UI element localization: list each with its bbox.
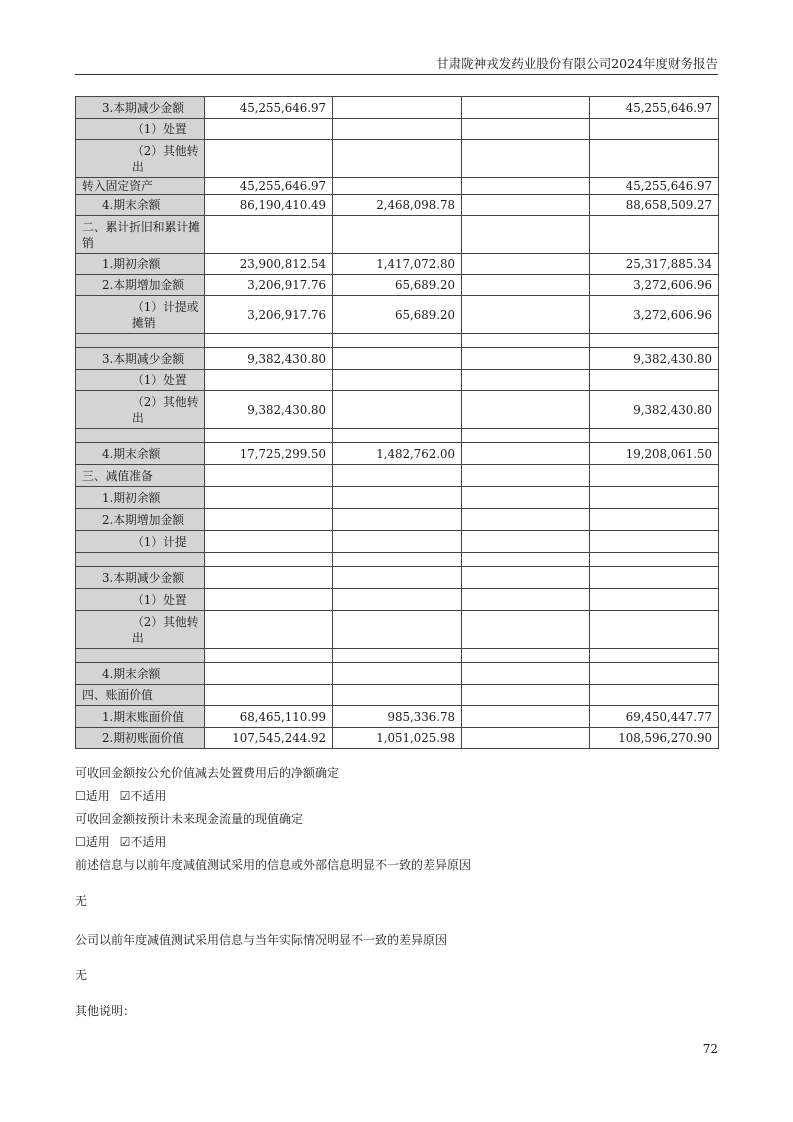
- value-cell: 9,382,430.80: [590, 348, 719, 370]
- note-other: 其他说明：: [75, 1004, 136, 1018]
- row-label: （1）处置: [76, 119, 205, 140]
- table-row: [76, 254, 719, 275]
- value-cell: 1,482,762.00: [333, 443, 462, 465]
- value-cell: [205, 611, 333, 649]
- value-cell: [462, 275, 590, 296]
- value-cell: [333, 685, 462, 706]
- value-cell: [590, 589, 719, 611]
- value-cell: [205, 531, 333, 553]
- row-label: 二、累计折旧和累计摊销: [76, 216, 205, 254]
- value-cell: [462, 348, 590, 370]
- value-cell: 45,255,646.97: [205, 97, 333, 119]
- value-cell: [590, 465, 719, 487]
- note-present-value: 可收回金额按预计未来现金流量的现值确定: [75, 812, 304, 826]
- value-cell: 65,689.20: [333, 296, 462, 334]
- value-cell: [333, 663, 462, 685]
- financial-table-body: [76, 97, 719, 749]
- value-cell: 68,465,110.99: [205, 706, 333, 728]
- value-cell: 985,336.78: [333, 706, 462, 728]
- value-cell: [590, 334, 719, 348]
- value-cell: 1,417,072.80: [333, 254, 462, 275]
- value-cell: [462, 531, 590, 553]
- value-cell: [590, 370, 719, 391]
- table-row: [76, 509, 719, 531]
- value-cell: [333, 97, 462, 119]
- row-label: 2.期初账面价值: [76, 728, 205, 749]
- value-cell: [462, 567, 590, 589]
- value-cell: [333, 391, 462, 429]
- table-row: [76, 216, 719, 254]
- value-cell: [333, 649, 462, 663]
- table-row: [76, 663, 719, 685]
- table-row: [76, 706, 719, 728]
- value-cell: [333, 567, 462, 589]
- row-label: 3.本期减少金额: [76, 348, 205, 370]
- table-row: [76, 370, 719, 391]
- value-cell: [333, 531, 462, 553]
- value-cell: 69,450,447.77: [590, 706, 719, 728]
- value-cell: [333, 119, 462, 140]
- table-row: [76, 443, 719, 465]
- note-company-reason: 公司以前年度减值测试采用信息与当年实际情况明显不一致的差异原因: [75, 933, 448, 947]
- value-cell: [462, 429, 590, 443]
- value-cell: 19,208,061.50: [590, 443, 719, 465]
- value-cell: [462, 140, 590, 178]
- value-cell: 45,255,646.97: [590, 97, 719, 119]
- row-label: 3.本期减少金额: [76, 567, 205, 589]
- value-cell: [462, 553, 590, 567]
- value-cell: [333, 334, 462, 348]
- row-label: [76, 649, 205, 663]
- table-row: [76, 140, 719, 178]
- value-cell: [462, 334, 590, 348]
- value-cell: 107,545,244.92: [205, 728, 333, 749]
- row-label: 3.本期减少金额: [76, 97, 205, 119]
- value-cell: [333, 509, 462, 531]
- value-cell: 2,468,098.78: [333, 195, 462, 216]
- value-cell: 3,272,606.96: [590, 296, 719, 334]
- value-cell: [590, 429, 719, 443]
- value-cell: [205, 553, 333, 567]
- value-cell: 1,051,025.98: [333, 728, 462, 749]
- value-cell: 9,382,430.80: [205, 348, 333, 370]
- value-cell: [205, 649, 333, 663]
- row-label: 4.期末余额: [76, 195, 205, 216]
- value-cell: [590, 649, 719, 663]
- checkbox-applicable-2: ☐适用: [75, 835, 110, 849]
- value-cell: [205, 487, 333, 509]
- value-cell: [462, 649, 590, 663]
- table-row: [76, 487, 719, 509]
- value-cell: 3,206,917.76: [205, 275, 333, 296]
- value-cell: [462, 685, 590, 706]
- table-row: [76, 296, 719, 334]
- value-cell: [205, 216, 333, 254]
- value-cell: [205, 663, 333, 685]
- row-label: [76, 553, 205, 567]
- table-row: [76, 275, 719, 296]
- value-cell: 23,900,812.54: [205, 254, 333, 275]
- row-label: （1）计提: [76, 531, 205, 553]
- value-cell: [462, 611, 590, 649]
- table-row: [76, 567, 719, 589]
- value-cell: [333, 370, 462, 391]
- value-cell: 86,190,410.49: [205, 195, 333, 216]
- report-title: 甘肃陇神戎发药业股份有限公司2024年度财务报告: [436, 56, 718, 71]
- row-label: 2.本期增加金额: [76, 509, 205, 531]
- row-label: （2）其他转出: [76, 611, 205, 649]
- value-cell: [462, 254, 590, 275]
- table-row: [76, 195, 719, 216]
- value-cell: [205, 334, 333, 348]
- value-cell: 45,255,646.97: [590, 178, 719, 195]
- value-cell: [462, 370, 590, 391]
- value-cell: [333, 487, 462, 509]
- row-label: （1）处置: [76, 370, 205, 391]
- table-row: [76, 119, 719, 140]
- value-cell: [205, 589, 333, 611]
- note-fair-value: 可收回金额按公允价值减去处置费用后的净额确定: [75, 766, 340, 780]
- row-label: 1.期初余额: [76, 487, 205, 509]
- value-cell: [590, 567, 719, 589]
- financial-table: [75, 96, 719, 749]
- row-label: 四、账面价值: [76, 685, 205, 706]
- value-cell: [333, 611, 462, 649]
- value-cell: [333, 178, 462, 195]
- value-cell: 108,596,270.90: [590, 728, 719, 749]
- row-label: [76, 334, 205, 348]
- row-label: （1）处置: [76, 589, 205, 611]
- table-row: [76, 348, 719, 370]
- row-label: 三、减值准备: [76, 465, 205, 487]
- value-cell: [462, 391, 590, 429]
- value-cell: 3,272,606.96: [590, 275, 719, 296]
- value-cell: [333, 216, 462, 254]
- value-cell: [590, 553, 719, 567]
- value-cell: 17,725,299.50: [205, 443, 333, 465]
- table-row: [76, 589, 719, 611]
- table-row: [76, 685, 719, 706]
- value-cell: [590, 663, 719, 685]
- value-cell: [205, 509, 333, 531]
- value-cell: [205, 119, 333, 140]
- value-cell: [333, 429, 462, 443]
- value-cell: [462, 589, 590, 611]
- table-row: [76, 531, 719, 553]
- row-label: （2）其他转出: [76, 391, 205, 429]
- note-applicability-1: [75, 787, 166, 804]
- value-cell: [590, 487, 719, 509]
- value-cell: [333, 589, 462, 611]
- value-cell: 65,689.20: [333, 275, 462, 296]
- note-applicability-2: [75, 833, 166, 850]
- row-label: 2.本期增加金额: [76, 275, 205, 296]
- value-cell: 25,317,885.34: [590, 254, 719, 275]
- value-cell: [462, 465, 590, 487]
- value-cell: [462, 509, 590, 531]
- table-row: [76, 97, 719, 119]
- checkbox-applicable-1: ☐适用: [75, 789, 110, 803]
- note-none-2: 无: [75, 968, 88, 982]
- table-row: [76, 553, 719, 567]
- value-cell: [333, 553, 462, 567]
- row-label: （1）计提或摊销: [76, 296, 205, 334]
- row-label: （2）其他转出: [76, 140, 205, 178]
- page-number: 72: [702, 1042, 718, 1056]
- table-row: [76, 611, 719, 649]
- checkbox-not-applicable-2: ☑不适用: [119, 835, 167, 849]
- value-cell: 88,658,509.27: [590, 195, 719, 216]
- value-cell: [462, 216, 590, 254]
- value-cell: 45,255,646.97: [205, 178, 333, 195]
- row-label: [76, 429, 205, 443]
- table-row: [76, 465, 719, 487]
- value-cell: [590, 216, 719, 254]
- value-cell: [205, 567, 333, 589]
- value-cell: [462, 443, 590, 465]
- value-cell: [462, 663, 590, 685]
- value-cell: [462, 97, 590, 119]
- value-cell: 3,206,917.76: [205, 296, 333, 334]
- value-cell: [462, 195, 590, 216]
- value-cell: 9,382,430.80: [205, 391, 333, 429]
- value-cell: [205, 465, 333, 487]
- value-cell: [462, 119, 590, 140]
- checkbox-not-applicable-1: ☑不适用: [119, 789, 167, 803]
- value-cell: [590, 119, 719, 140]
- value-cell: 9,382,430.80: [590, 391, 719, 429]
- table-row: [76, 391, 719, 429]
- value-cell: [333, 140, 462, 178]
- note-difference-reason: 前述信息与以前年度减值测试采用的信息或外部信息明显不一致的差异原因: [75, 858, 472, 872]
- table-row: [76, 334, 719, 348]
- value-cell: [462, 178, 590, 195]
- table-row: [76, 178, 719, 195]
- row-label: 4.期末余额: [76, 663, 205, 685]
- value-cell: [590, 140, 719, 178]
- row-label: 转入固定资产: [76, 178, 205, 195]
- value-cell: [590, 531, 719, 553]
- value-cell: [462, 728, 590, 749]
- value-cell: [205, 429, 333, 443]
- table-row: [76, 649, 719, 663]
- value-cell: [590, 509, 719, 531]
- value-cell: [462, 296, 590, 334]
- table-row: [76, 429, 719, 443]
- row-label: 1.期末账面价值: [76, 706, 205, 728]
- page-header: [75, 54, 718, 75]
- value-cell: [333, 465, 462, 487]
- note-none-1: 无: [75, 894, 88, 908]
- value-cell: [590, 611, 719, 649]
- table-row: [76, 728, 719, 749]
- value-cell: [590, 685, 719, 706]
- value-cell: [462, 706, 590, 728]
- value-cell: [205, 140, 333, 178]
- value-cell: [205, 370, 333, 391]
- value-cell: [462, 487, 590, 509]
- row-label: 1.期初余额: [76, 254, 205, 275]
- row-label: 4.期末余额: [76, 443, 205, 465]
- value-cell: [333, 348, 462, 370]
- value-cell: [205, 685, 333, 706]
